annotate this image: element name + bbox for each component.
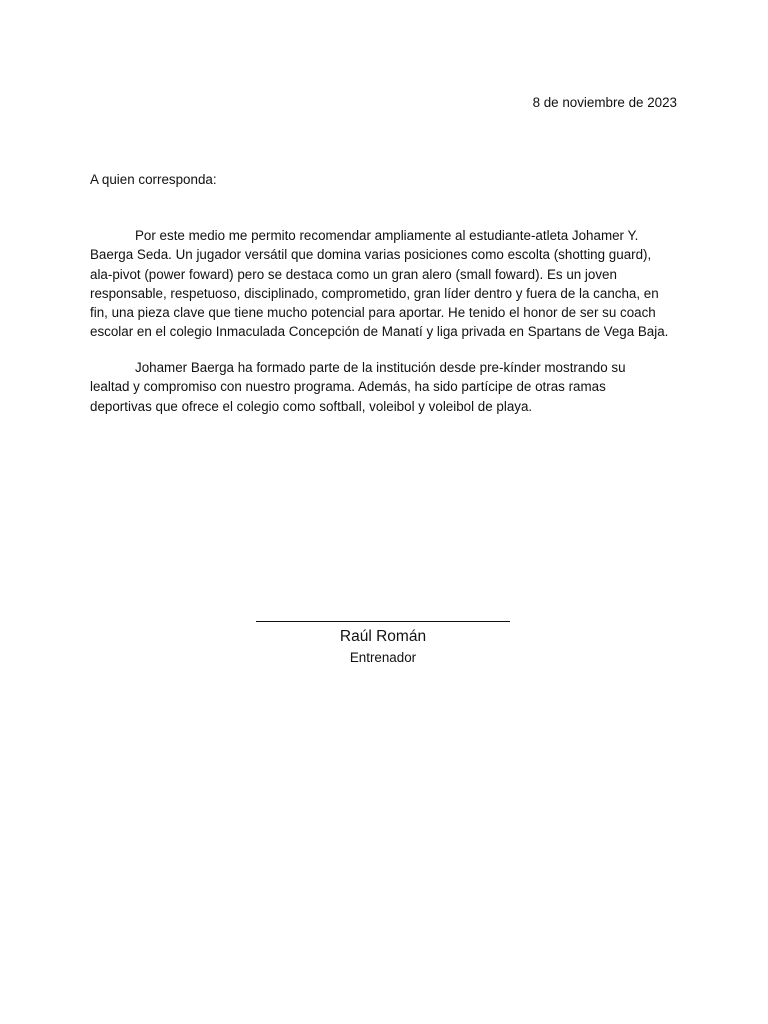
paragraph-line: responsable, respetuoso, disciplinado, comprometido, gran líder dentro y fuera de la cancha, en <box>90 285 659 301</box>
paragraph-line: Johamer Baerga ha formado parte de la institución desde pre-kínder mostrando su <box>135 360 626 375</box>
letter-date: 8 de noviembre de 2023 <box>532 95 677 110</box>
signature-line <box>256 605 510 622</box>
signature-name: Raúl Román <box>339 628 427 645</box>
paragraph-line: lealtad y compromiso con nuestro programa. Además, ha sido partícipe de otras ramas <box>90 379 606 395</box>
paragraph-line: Por este medio me permito recomendar ampliamente al estudiante-atleta Johamer Y. <box>135 228 639 243</box>
paragraph-line: deportivas que ofrece el colegio como softball, voleibol y voleibol de playa. <box>90 398 533 414</box>
signature-title: Entrenador <box>349 650 417 665</box>
paragraph-line: escolar en el colegio Inmaculada Concepción de Manatí y liga privada en Spartans de Vega Baja. <box>90 324 669 340</box>
paragraph-line: Baerga Seda. Un jugador versátil que domina varias posiciones como escolta (shotting guard), <box>90 247 652 263</box>
paragraph-recommendation <box>90 226 680 342</box>
letter-salutation: A quien corresponda: <box>90 172 217 187</box>
paragraph-line: ala-pivot (power foward) pero se destaca como un gran alero (small foward). Es un joven <box>90 266 617 282</box>
signature-block <box>256 605 510 667</box>
paragraph-line: fin, una pieza clave que tiene mucho potencial para aportar. He tenido el honor de ser su coach <box>90 305 656 321</box>
paragraph-history <box>90 358 680 416</box>
